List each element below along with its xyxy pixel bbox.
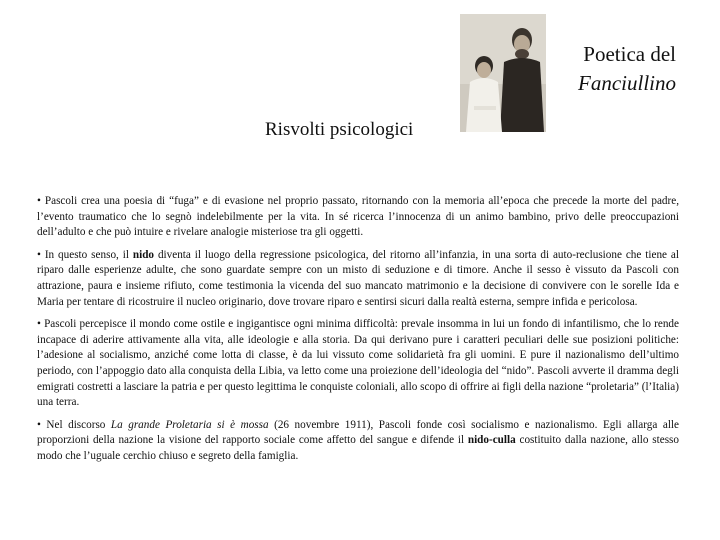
paragraph-4: [37, 418, 679, 465]
paragraph-4-text-c: (26 novembre 1911), Pascoli fonde così socialismo e nazionalismo. Egli allarga alle proporzioni della nazione la visione del rapporto sociale come affetto del sangue e difende il: [37, 418, 679, 447]
paragraph-4-text-e: costituito dalla nazione, allo stesso modo che l’uguale cerchio chiuso e segreto della famiglia.: [37, 434, 679, 462]
pascoli-sister-photo: [460, 14, 546, 132]
paragraph-4-bold-nido-culla: nido-culla: [467, 434, 516, 447]
title-line-2: Fanciullino: [578, 71, 676, 95]
paragraph-1-text: • Pascoli crea una poesia di “fuga” e di evasione nel proprio passato, ritornando con la memoria all’epoca che precede la morte del padre, l’evento traumatico che lo segnò indelebilmente per la vita. In sé ricerca l’innocenza di un animo bambino, privo delle preoccupazioni dell’adulto e che può intuire e rivelare analogie misteriose tra gli oggetti.: [37, 195, 679, 239]
paragraph-2-text-c: diventa il luogo della regressione psicologica, del ritorno all’infanzia, in una sorta di auto-reclusione che tiene al riparo dalle esperienze adulte, che sono guardate sempre con un misto di seduzione e di timore. Anche il sesso è vissuto da Pascoli con attrazione, paura e insieme rifiuto, come testimonia la vicenda del suo mancato matrimonio e la decisione di convivere con le sorelle Ida e Maria per tentare di ricostruire il nucleo originario, dove trovare riparo e sentirsi sicuri dalla realtà esterna, sempre infida e pericolosa.: [37, 248, 679, 308]
paragraph-3-text: • Pascoli percepisce il mondo come ostile e ingigantisce ogni minima difficoltà: prevale insomma in lui un fondo di infantilismo, che lo rende incapace di aderire attivamente alla vita, alle ideologie e alla storia. Da qui derivano pure i caratteri peculiari delle sue posizioni politiche: l’adesione al socialismo, anziché come lotta di classe, è da lui vissuto come solidarietà fra gli uomini. E pure il nazionalismo dell’ultimo periodo, con l’appoggio dato alla conquista della Libia, va letto come una proiezione dell’ideologia del “nido”. Pascoli avverte il dramma degli emigrati costretti a lasciare la patria e per questo legittima le conquiste coloniali, allo scopo di offrire ai figli della nazione “proletaria” (l’Italia) una terra.: [37, 318, 679, 409]
paragraph-2: [37, 248, 679, 310]
paragraph-3: [37, 317, 679, 411]
slide-title: [578, 40, 676, 98]
slide-subtitle: Risvolti psicologici: [265, 119, 414, 140]
paragraph-4-text-a: • Nel discorso: [37, 418, 111, 431]
paragraph-4-italic-title: La grande Proletaria si è mossa: [110, 418, 269, 431]
paragraph-2-bold-nido: nido: [132, 248, 155, 261]
title-line-1: Poetica del: [583, 42, 676, 66]
slide-body: [37, 194, 679, 472]
paragraph-1: [37, 194, 679, 241]
paragraph-2-text-a: • In questo senso, il: [37, 248, 133, 261]
